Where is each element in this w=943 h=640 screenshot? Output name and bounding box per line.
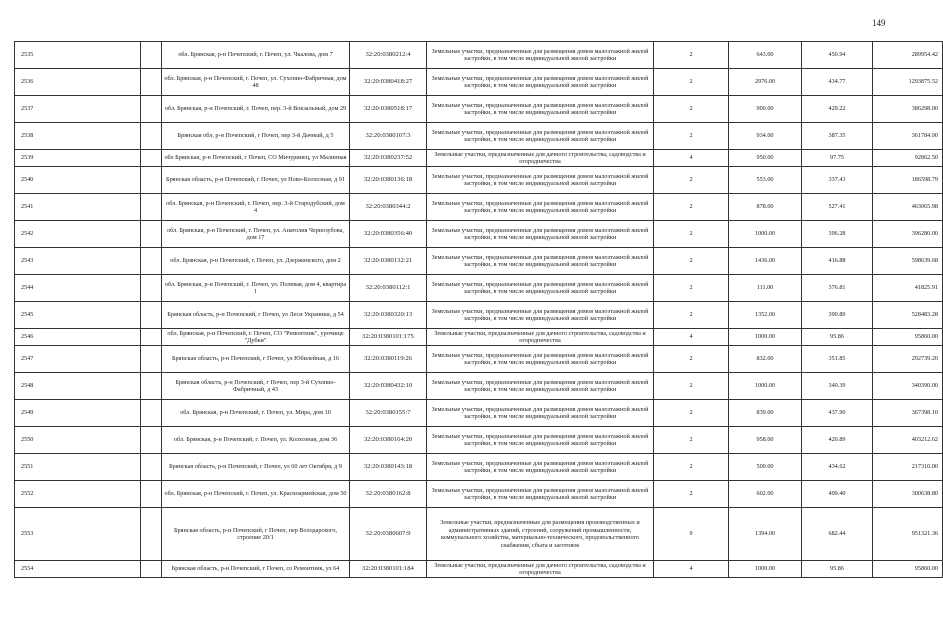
address-cell: обл. Брянская, р-н Почепский, г. Почеп, ул. Мира, дом 10 xyxy=(162,400,350,427)
address-cell: обл. Брянская, р-н Почепский, г. Почеп, ул. Анатолия Чернозубова, дом 17 xyxy=(162,221,350,248)
land-use-cell: Земельные участки, предназначенные для размещения домов малоэтажной жилой застройки, в том числе индивидуальной жилой застройки xyxy=(427,221,654,248)
area-cell: 1000.00 xyxy=(729,221,802,248)
table-row xyxy=(15,69,943,96)
cadastral-number-cell: 32:20:0380518:17 xyxy=(350,96,427,123)
land-use-cell: Земельные участки, предназначенные для размещения домов малоэтажной жилой застройки, в том числе индивидуальной жилой застройки xyxy=(427,69,654,96)
category-cell: 4 xyxy=(654,561,729,578)
row-number: 2540 xyxy=(15,167,141,194)
row-number: 2548 xyxy=(15,373,141,400)
rate-cell: 396.28 xyxy=(802,221,873,248)
cadastral-value-cell: 300638.80 xyxy=(873,481,943,508)
category-cell: 2 xyxy=(654,400,729,427)
cadastral-number-cell: 32:20:0380101:184 xyxy=(350,561,427,578)
address-cell: обл. Брянская, р-н Почепский, г. Почеп, ул. Чкалова, дом 7 xyxy=(162,42,350,69)
rate-cell: 95.86 xyxy=(802,329,873,346)
empty-cell xyxy=(141,302,162,329)
land-use-cell: Земельные участки, предназначенные для размещения домов малоэтажной жилой застройки, в том числе индивидуальной жилой застройки xyxy=(427,123,654,150)
cadastral-value-cell: 217310.00 xyxy=(873,454,943,481)
category-cell: 2 xyxy=(654,194,729,221)
cadastral-number-cell: 32:20:0380143:18 xyxy=(350,454,427,481)
page-number: 149 xyxy=(872,18,886,28)
empty-cell xyxy=(141,248,162,275)
category-cell: 9 xyxy=(654,508,729,561)
empty-cell xyxy=(141,481,162,508)
empty-cell xyxy=(141,346,162,373)
table-row xyxy=(15,427,943,454)
cadastral-number-cell: 32:20:0380107:3 xyxy=(350,123,427,150)
land-use-cell: Земельные участки, предназначенные для размещения домов малоэтажной жилой застройки, в том числе индивидуальной жилой застройки xyxy=(427,302,654,329)
area-cell: 958.00 xyxy=(729,427,802,454)
table-row xyxy=(15,373,943,400)
address-cell: обл. Брянская, р-н Почепский, г. Почеп, ул. Дзержинского, дом 2 xyxy=(162,248,350,275)
land-use-cell: Земельные участки, предназначенные для размещения домов малоэтажной жилой застройки, в том числе индивидуальной жилой застройки xyxy=(427,427,654,454)
table-row xyxy=(15,150,943,167)
area-cell: 839.00 xyxy=(729,400,802,427)
area-cell: 1000.00 xyxy=(729,561,802,578)
cadastral-number-cell: 32:20:0380320:13 xyxy=(350,302,427,329)
rate-cell: 95.86 xyxy=(802,561,873,578)
table-row xyxy=(15,275,943,302)
table-row xyxy=(15,42,943,69)
area-cell: 1352.00 xyxy=(729,302,802,329)
table-row xyxy=(15,167,943,194)
table-row xyxy=(15,123,943,150)
empty-cell xyxy=(141,42,162,69)
address-cell: Брянская область, р-н Почепский, г Почеп, пер Володарского, строение 20/1 xyxy=(162,508,350,561)
row-number: 2537 xyxy=(15,96,141,123)
row-number: 2536 xyxy=(15,69,141,96)
table-row xyxy=(15,346,943,373)
category-cell: 2 xyxy=(654,123,729,150)
area-cell: 553.00 xyxy=(729,167,802,194)
table-row xyxy=(15,561,943,578)
rate-cell: 434.77 xyxy=(802,69,873,96)
address-cell: Брянская обл, р-н Почепский, г Почеп, пер 3-й Дачный, д 5 xyxy=(162,123,350,150)
land-registry-table xyxy=(14,41,943,578)
area-cell: 602.00 xyxy=(729,481,802,508)
land-use-cell: Земельные участки, предназначенные для размещения производственных и административных зданий, строений, сооружений промышленности, коммунального хозяйства, материально-технического, продовольственного снабжения, сбыта и заготовок xyxy=(427,508,654,561)
cadastral-value-cell: 951321.36 xyxy=(873,508,943,561)
address-cell: Брянская область, р-н Почепский, г Почеп, ул Леси Украинки, д 54 xyxy=(162,302,350,329)
category-cell: 2 xyxy=(654,427,729,454)
cadastral-value-cell: 367398.10 xyxy=(873,400,943,427)
land-use-cell: Земельные участки, предназначенные для размещения домов малоэтажной жилой застройки, в том числе индивидуальной жилой застройки xyxy=(427,481,654,508)
cadastral-number-cell: 32:20:0380212:4 xyxy=(350,42,427,69)
rate-cell: 429.22 xyxy=(802,96,873,123)
table-row xyxy=(15,248,943,275)
table-row xyxy=(15,221,943,248)
land-use-cell: Земельные участки, предназначенные для дачного строительства, садоводства и огородничества xyxy=(427,150,654,167)
rate-cell: 499.40 xyxy=(802,481,873,508)
row-number: 2550 xyxy=(15,427,141,454)
category-cell: 2 xyxy=(654,454,729,481)
empty-cell xyxy=(141,275,162,302)
address-cell: Брянская область, р-н Почепский, г Почеп, со Ремонтник, ул 64 xyxy=(162,561,350,578)
cadastral-value-cell: 186598.79 xyxy=(873,167,943,194)
category-cell: 2 xyxy=(654,248,729,275)
empty-cell xyxy=(141,167,162,194)
row-number: 2547 xyxy=(15,346,141,373)
address-cell: обл Брянская, р-н Почепский, г Почеп, СО Мичуринец, ул Малинная xyxy=(162,150,350,167)
cadastral-number-cell: 32:20:0380119:26 xyxy=(350,346,427,373)
row-number: 2535 xyxy=(15,42,141,69)
row-number: 2538 xyxy=(15,123,141,150)
category-cell: 2 xyxy=(654,69,729,96)
area-cell: 111.00 xyxy=(729,275,802,302)
cadastral-value-cell: 41825.91 xyxy=(873,275,943,302)
land-use-cell: Земельные участки, предназначенные для размещения домов малоэтажной жилой застройки, в том числе индивидуальной жилой застройки xyxy=(427,167,654,194)
rate-cell: 390.89 xyxy=(802,302,873,329)
land-use-cell: Земельные участки, предназначенные для размещения домов малоэтажной жилой застройки, в том числе индивидуальной жилой застройки xyxy=(427,373,654,400)
category-cell: 2 xyxy=(654,481,729,508)
cadastral-value-cell: 292739.20 xyxy=(873,346,943,373)
rate-cell: 416.88 xyxy=(802,248,873,275)
row-number: 2539 xyxy=(15,150,141,167)
land-use-cell: Земельные участки, предназначенные для дачного строительства, садоводства и огородничества xyxy=(427,329,654,346)
area-cell: 934.00 xyxy=(729,123,802,150)
area-cell: 950.00 xyxy=(729,150,802,167)
area-cell: 878.00 xyxy=(729,194,802,221)
row-number: 2552 xyxy=(15,481,141,508)
category-cell: 2 xyxy=(654,346,729,373)
cadastral-value-cell: 289954.42 xyxy=(873,42,943,69)
cadastral-value-cell: 95860.00 xyxy=(873,561,943,578)
category-cell: 2 xyxy=(654,302,729,329)
empty-cell xyxy=(141,96,162,123)
cadastral-value-cell: 1293875.52 xyxy=(873,69,943,96)
empty-cell xyxy=(141,69,162,96)
cadastral-number-cell: 32:20:0380418:27 xyxy=(350,69,427,96)
address-cell: обл. Брянская, р-н Почепский, г. Почеп, пер. 3-й Вокзальный, дом 29 xyxy=(162,96,350,123)
empty-cell xyxy=(141,123,162,150)
rate-cell: 340.39 xyxy=(802,373,873,400)
category-cell: 2 xyxy=(654,42,729,69)
cadastral-number-cell: 32:20:0380136:18 xyxy=(350,167,427,194)
cadastral-number-cell: 32:20:0380237:52 xyxy=(350,150,427,167)
rate-cell: 387.35 xyxy=(802,123,873,150)
area-cell: 1394.00 xyxy=(729,508,802,561)
land-use-cell: Земельные участки, предназначенные для размещения домов малоэтажной жилой застройки, в том числе индивидуальной жилой застройки xyxy=(427,248,654,275)
address-cell: обл. Брянская, р-н Почепский, г. Почеп, ул. Сухопио-Фабричная, дом 48 xyxy=(162,69,350,96)
land-use-cell: Земельные участки, предназначенные для размещения домов малоэтажной жилой застройки, в том числе индивидуальной жилой застройки xyxy=(427,346,654,373)
address-cell: Брянская область, р-н Почепский, г Почеп, ул Ново-Колхозная, д 91 xyxy=(162,167,350,194)
table-body xyxy=(15,42,943,578)
cadastral-number-cell: 32:20:0380164:20 xyxy=(350,427,427,454)
row-number: 2549 xyxy=(15,400,141,427)
table-row xyxy=(15,400,943,427)
cadastral-value-cell: 528483.28 xyxy=(873,302,943,329)
empty-cell xyxy=(141,561,162,578)
cadastral-value-cell: 403212.62 xyxy=(873,427,943,454)
empty-cell xyxy=(141,508,162,561)
category-cell: 2 xyxy=(654,96,729,123)
rate-cell: 682.44 xyxy=(802,508,873,561)
row-number: 2546 xyxy=(15,329,141,346)
category-cell: 2 xyxy=(654,275,729,302)
cadastral-value-cell: 463065.98 xyxy=(873,194,943,221)
category-cell: 2 xyxy=(654,221,729,248)
table-row xyxy=(15,194,943,221)
cadastral-number-cell: 32:20:0380356:40 xyxy=(350,221,427,248)
rate-cell: 376.81 xyxy=(802,275,873,302)
cadastral-value-cell: 396280.00 xyxy=(873,221,943,248)
land-use-cell: Земельные участки, предназначенные для дачного строительства, садоводства и огородничества xyxy=(427,561,654,578)
table-row xyxy=(15,481,943,508)
empty-cell xyxy=(141,454,162,481)
empty-cell xyxy=(141,150,162,167)
address-cell: Брянская область, р-н Почепский, г Почеп, ул Юбилейная, д 16 xyxy=(162,346,350,373)
rate-cell: 337.43 xyxy=(802,167,873,194)
empty-cell xyxy=(141,194,162,221)
row-number: 2554 xyxy=(15,561,141,578)
area-cell: 1436.00 xyxy=(729,248,802,275)
area-cell: 900.00 xyxy=(729,96,802,123)
row-number: 2545 xyxy=(15,302,141,329)
land-use-cell: Земельные участки, предназначенные для размещения домов малоэтажной жилой застройки, в том числе индивидуальной жилой застройки xyxy=(427,454,654,481)
cadastral-value-cell: 386298.00 xyxy=(873,96,943,123)
rate-cell: 527.41 xyxy=(802,194,873,221)
row-number: 2544 xyxy=(15,275,141,302)
table-row xyxy=(15,96,943,123)
rate-cell: 450.94 xyxy=(802,42,873,69)
address-cell: Брянская область, р-н Почепский, г Почеп, пер 3-й Сухопио-Фабричный, д 43 xyxy=(162,373,350,400)
row-number: 2553 xyxy=(15,508,141,561)
address-cell: обл. Брянская, р-н Почепский, г. Почеп, ул. Полевая, дом 4, квартира 1 xyxy=(162,275,350,302)
cadastral-number-cell: 32:20:0380344:2 xyxy=(350,194,427,221)
category-cell: 4 xyxy=(654,150,729,167)
cadastral-value-cell: 95860.00 xyxy=(873,329,943,346)
empty-cell xyxy=(141,329,162,346)
table-row xyxy=(15,329,943,346)
row-number: 2542 xyxy=(15,221,141,248)
row-number: 2551 xyxy=(15,454,141,481)
land-use-cell: Земельные участки, предназначенные для размещения домов малоэтажной жилой застройки, в том числе индивидуальной жилой застройки xyxy=(427,400,654,427)
cadastral-value-cell: 92862.50 xyxy=(873,150,943,167)
area-cell: 1000.00 xyxy=(729,329,802,346)
area-cell: 832.00 xyxy=(729,346,802,373)
address-cell: обл. Брянская, р-н Почепский, г. Почеп, СО "Ремонтник", урочище "Дубки" xyxy=(162,329,350,346)
land-use-cell: Земельные участки, предназначенные для размещения домов малоэтажной жилой застройки, в том числе индивидуальной жилой застройки xyxy=(427,275,654,302)
cadastral-number-cell: 32:20:0380101:175 xyxy=(350,329,427,346)
row-number: 2543 xyxy=(15,248,141,275)
table-row xyxy=(15,454,943,481)
category-cell: 2 xyxy=(654,167,729,194)
area-cell: 500.00 xyxy=(729,454,802,481)
cadastral-number-cell: 32:20:0380432:10 xyxy=(350,373,427,400)
address-cell: обл. Брянская, р-н Почепский, г. Почеп, ул. Колхозная, дом 36 xyxy=(162,427,350,454)
table-row xyxy=(15,508,943,561)
category-cell: 4 xyxy=(654,329,729,346)
address-cell: обл. Брянская, р-н Почепский, г. Почеп, пер. 3-й Стародубский, дом 4 xyxy=(162,194,350,221)
empty-cell xyxy=(141,373,162,400)
address-cell: Брянская область, р-н Почепский, г Почеп, ул 60 лет Октября, д 9 xyxy=(162,454,350,481)
rate-cell: 434.62 xyxy=(802,454,873,481)
cadastral-number-cell: 32:20:0380155:7 xyxy=(350,400,427,427)
area-cell: 643.00 xyxy=(729,42,802,69)
cadastral-number-cell: 32:20:0380607:9 xyxy=(350,508,427,561)
cadastral-value-cell: 598639.68 xyxy=(873,248,943,275)
rate-cell: 420.89 xyxy=(802,427,873,454)
empty-cell xyxy=(141,221,162,248)
table-row xyxy=(15,302,943,329)
row-number: 2541 xyxy=(15,194,141,221)
land-use-cell: Земельные участки, предназначенные для размещения домов малоэтажной жилой застройки, в том числе индивидуальной жилой застройки xyxy=(427,42,654,69)
land-use-cell: Земельные участки, предназначенные для размещения домов малоэтажной жилой застройки, в том числе индивидуальной жилой застройки xyxy=(427,96,654,123)
area-cell: 2976.00 xyxy=(729,69,802,96)
rate-cell: 351.85 xyxy=(802,346,873,373)
cadastral-number-cell: 32:20:0380132:21 xyxy=(350,248,427,275)
cadastral-number-cell: 32:20:0380162:8 xyxy=(350,481,427,508)
address-cell: обл. Брянская, р-н Почепский, г. Почеп, ул. Красноармейская, дом 50 xyxy=(162,481,350,508)
cadastral-value-cell: 340390.00 xyxy=(873,373,943,400)
empty-cell xyxy=(141,400,162,427)
category-cell: 2 xyxy=(654,373,729,400)
rate-cell: 437.90 xyxy=(802,400,873,427)
land-use-cell: Земельные участки, предназначенные для размещения домов малоэтажной жилой застройки, в том числе индивидуальной жилой застройки xyxy=(427,194,654,221)
cadastral-number-cell: 32:20:0380112:1 xyxy=(350,275,427,302)
empty-cell xyxy=(141,427,162,454)
cadastral-value-cell: 361784.90 xyxy=(873,123,943,150)
area-cell: 1000.00 xyxy=(729,373,802,400)
rate-cell: 97.75 xyxy=(802,150,873,167)
